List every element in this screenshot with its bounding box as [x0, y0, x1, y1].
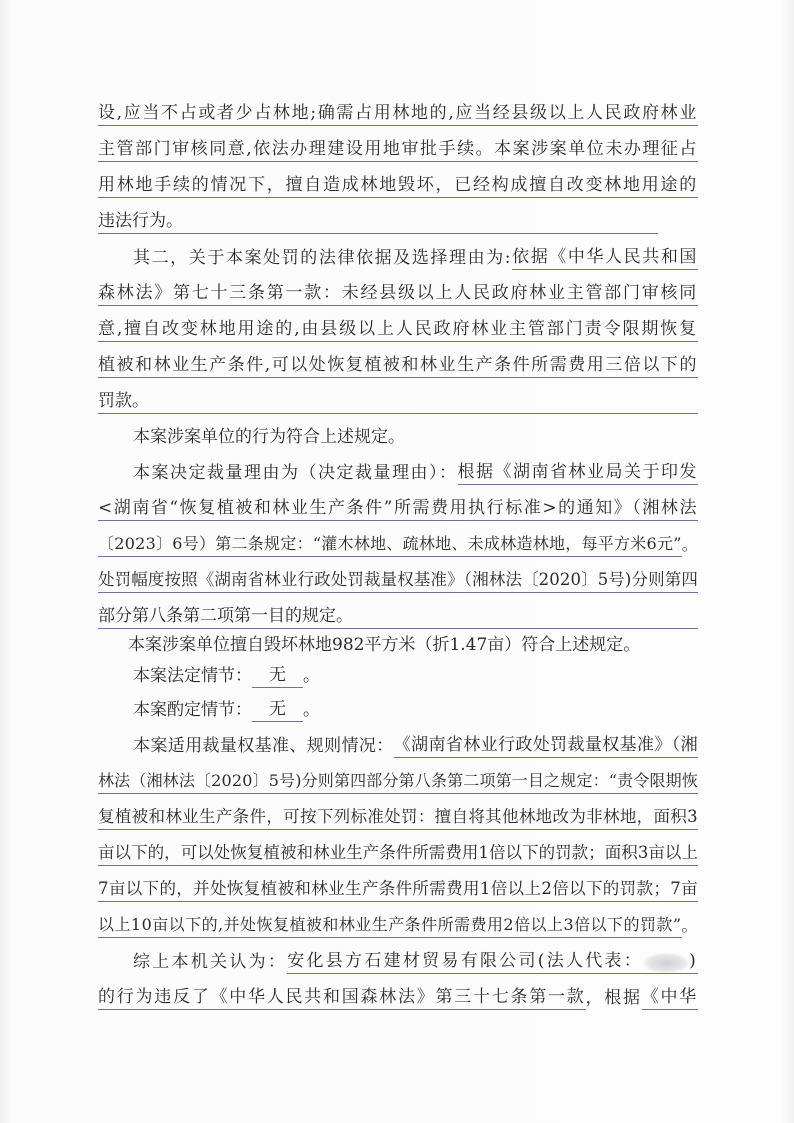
- underlined-text: 《中华: [642, 986, 698, 1010]
- underlined-text: 违法行为。: [98, 210, 183, 234]
- underlined-text: 亩以下的，可以处恢复植被和林业生产条件所需费用1倍以下的罚款；面积3亩以上: [98, 842, 698, 866]
- underlined-text: 以上10亩以下的,并处恢复植被和林业生产条件所需费用2倍以上3倍以下的罚款”: [98, 914, 682, 938]
- text-line: [98, 138, 698, 162]
- text-line: [98, 806, 698, 830]
- text-line: [98, 210, 698, 234]
- text-segment: 本案决定裁量理由为（决定裁量理由）：: [133, 463, 458, 483]
- text-segment: 综上本机关认为：: [133, 952, 288, 972]
- text-line: [133, 664, 698, 688]
- text-segment: 本案法定情节：: [133, 666, 252, 686]
- underlined-text: 7亩以下的，并处恢复植被和林业生产条件所需费用1倍以上2倍以下的罚款；7亩: [98, 878, 698, 902]
- text-line: [98, 914, 698, 938]
- text-line: [98, 842, 698, 866]
- text-segment: 。: [681, 916, 698, 935]
- underline-filler: [149, 412, 698, 414]
- text-line: [133, 246, 698, 270]
- text-segment: 本案酌定情节：: [133, 700, 252, 720]
- underlined-text: 根据《湖南省林业局关于印发: [458, 461, 699, 485]
- text-segment: 本案适用裁量权基准、规则情况：: [133, 736, 394, 756]
- underlined-text: 主管部门审核同意,依法办理建设用地审批手续。本案涉案单位未办理征占: [98, 138, 698, 162]
- text-segment: 。: [303, 700, 320, 720]
- text-line: [98, 102, 698, 126]
- text-line: [98, 878, 698, 902]
- text-line: [98, 282, 698, 306]
- text-segment: 本案涉案单位的行为符合上述规定。: [133, 427, 405, 447]
- underlined-text: 依据《中华人民共和国: [512, 246, 698, 270]
- underlined-text: 安化县方石建材贸易有限公司(法人代表：: [287, 950, 643, 974]
- underlined-text: 用林地手续的情况下，擅自造成林地毁坏，已经构成擅自改变林地用途的: [98, 174, 698, 198]
- text-line: [98, 605, 698, 629]
- text-segment: 本案涉案单位擅自毁坏林地982平方米（折1.47亩）符合上述规定。: [128, 635, 641, 655]
- text-line: [98, 569, 698, 593]
- underline-filler: [183, 232, 658, 234]
- underlined-text: <湖南省“恢复植被和林业生产条件”所需费用执行标准>的通知》（湘林法: [98, 497, 698, 521]
- underlined-text: 〔2023〕6号）第二条规定：“灌木林地、疏林地、未成林造林地，每平方米6元”: [98, 533, 682, 557]
- text-line: [133, 950, 698, 974]
- text-segment: 。: [681, 535, 698, 554]
- text-line: [133, 425, 698, 449]
- text-segment: 其二，关于本案处罚的法律依据及选择理由为:: [133, 248, 513, 268]
- text-line: [98, 533, 698, 557]
- underlined-text: 无: [252, 664, 303, 688]
- underlined-text: 复植被和林业生产条件，可按下列标准处罚：擅自将其他林地改为非林地，面积3: [98, 806, 698, 830]
- text-line: [98, 354, 698, 378]
- underlined-text: 森林法》第七十三条第一款：未经县级以上人民政府林业主管部门审核同: [98, 282, 698, 306]
- underlined-text: 的行为违反了《中华人民共和国森林法》第三十七条第一款: [98, 986, 586, 1010]
- text-line: [133, 734, 698, 758]
- underlined-text: 《湖南省林业行政处罚裁量权基准》（湘: [394, 734, 698, 758]
- underlined-text: 设,应当不占或者少占林地;确需占用林地的,应当经县级以上人民政府林业: [98, 102, 698, 126]
- text-line: [98, 174, 698, 198]
- underlined-text: 罚款。: [98, 390, 149, 414]
- text-segment: ，根据: [585, 988, 642, 1008]
- text-line: [98, 986, 698, 1010]
- underlined-text: ): [689, 950, 698, 974]
- underlined-text: 部分第八条第二项第一目的规定。: [98, 605, 353, 629]
- text-line: [98, 318, 698, 342]
- underlined-text: 处罚幅度按照《湖南省林业行政处罚裁量权基准》（湘林法〔2020〕5号)分则第四: [98, 569, 698, 593]
- underline-filler: [353, 627, 698, 629]
- text-segment: 。: [303, 666, 320, 686]
- text-line: [98, 770, 698, 794]
- text-line: [128, 633, 698, 657]
- underlined-text: 植被和林业生产条件,可以处恢复植被和林业生产条件所需费用三倍以下的: [98, 354, 698, 378]
- text-line: [98, 390, 698, 414]
- text-line: [133, 698, 698, 722]
- redacted-name: [643, 953, 689, 974]
- text-line: [133, 461, 698, 485]
- underlined-text: 意,擅自改变林地用途的,由县级以上人民政府林业主管部门责令限期恢复: [98, 318, 698, 342]
- underlined-text: 林法（湘林法〔2020〕5号)分则第四部分第八条第二项第一目之规定：“责令限期恢: [98, 770, 698, 794]
- underlined-text: 无: [252, 698, 303, 722]
- text-line: [98, 497, 698, 521]
